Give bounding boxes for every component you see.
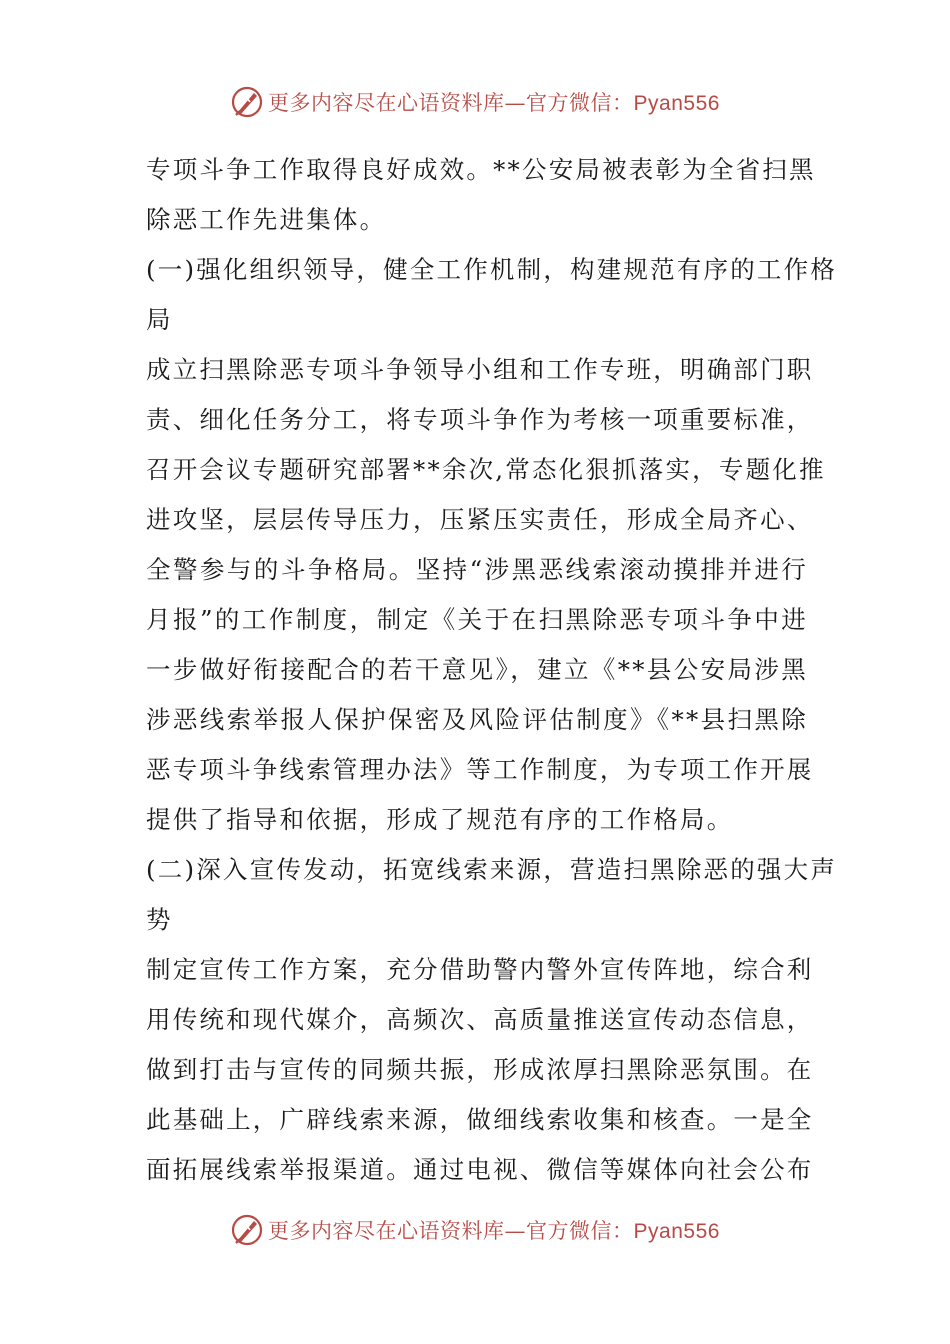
text-line: 全警参与的斗争格局。坚持“涉黑恶线索滚动摸排并进行 [146,555,808,584]
pen-logo-icon [230,1213,264,1247]
text-line: (一)强化组织领导，健全工作机制，构建规范有序的工作格 [146,255,838,284]
text-line: 专项斗争工作取得良好成效。**公安局被表彰为全省扫黑 [146,155,816,184]
document-body [146,145,838,1195]
text-line: 提供了指导和依据，形成了规范有序的工作格局。 [146,805,734,834]
text-line: 月报”的工作制度，制定《关于在扫黑除恶专项斗争中进 [146,605,808,634]
text-line: 局 [146,305,173,334]
watermark-text: 更多内容尽在心语资料库—官方微信：Pyan556 [268,1219,720,1243]
text-line: 势 [146,905,173,934]
text-line: 成立扫黑除恶专项斗争领导小组和工作专班，明确部门职 [146,355,814,384]
text-line: 恶专项斗争线索管理办法》等工作制度，为专项工作开展 [146,755,814,784]
text-line: 一步做好衔接配合的若干意见》，建立《**县公安局涉黑 [146,655,808,684]
text-line: 用传统和现代媒介，高频次、高质量推送宣传动态信息， [146,1005,814,1034]
pen-logo-icon [230,85,264,119]
text-line: 面拓展线索举报渠道。通过电视、微信等媒体向社会公布 [146,1155,814,1184]
text-line: 做到打击与宣传的同频共振，形成浓厚扫黑除恶氛围。在 [146,1055,814,1084]
watermark-text: 更多内容尽在心语资料库—官方微信：Pyan556 [268,91,720,115]
footer-watermark [0,1210,950,1250]
text-line: 责、细化任务分工，将专项斗争作为考核一项重要标准， [146,405,814,434]
text-line: (二)深入宣传发动，拓宽线索来源，营造扫黑除恶的强大声 [146,855,838,884]
text-line: 除恶工作先进集体。 [146,205,387,234]
text-line: 涉恶线索举报人保护保密及风险评估制度》《**县扫黑除 [146,705,808,734]
header-watermark [0,82,950,122]
text-line: 制定宣传工作方案，充分借助警内警外宣传阵地，综合利 [146,955,814,984]
text-line: 召开会议专题研究部署**余次,常态化狠抓落实，专题化推 [146,455,826,484]
text-line: 此基础上，广辟线索来源，做细线索收集和核查。一是全 [146,1105,814,1134]
text-line: 进攻坚，层层传导压力，压紧压实责任，形成全局齐心、 [146,505,814,534]
